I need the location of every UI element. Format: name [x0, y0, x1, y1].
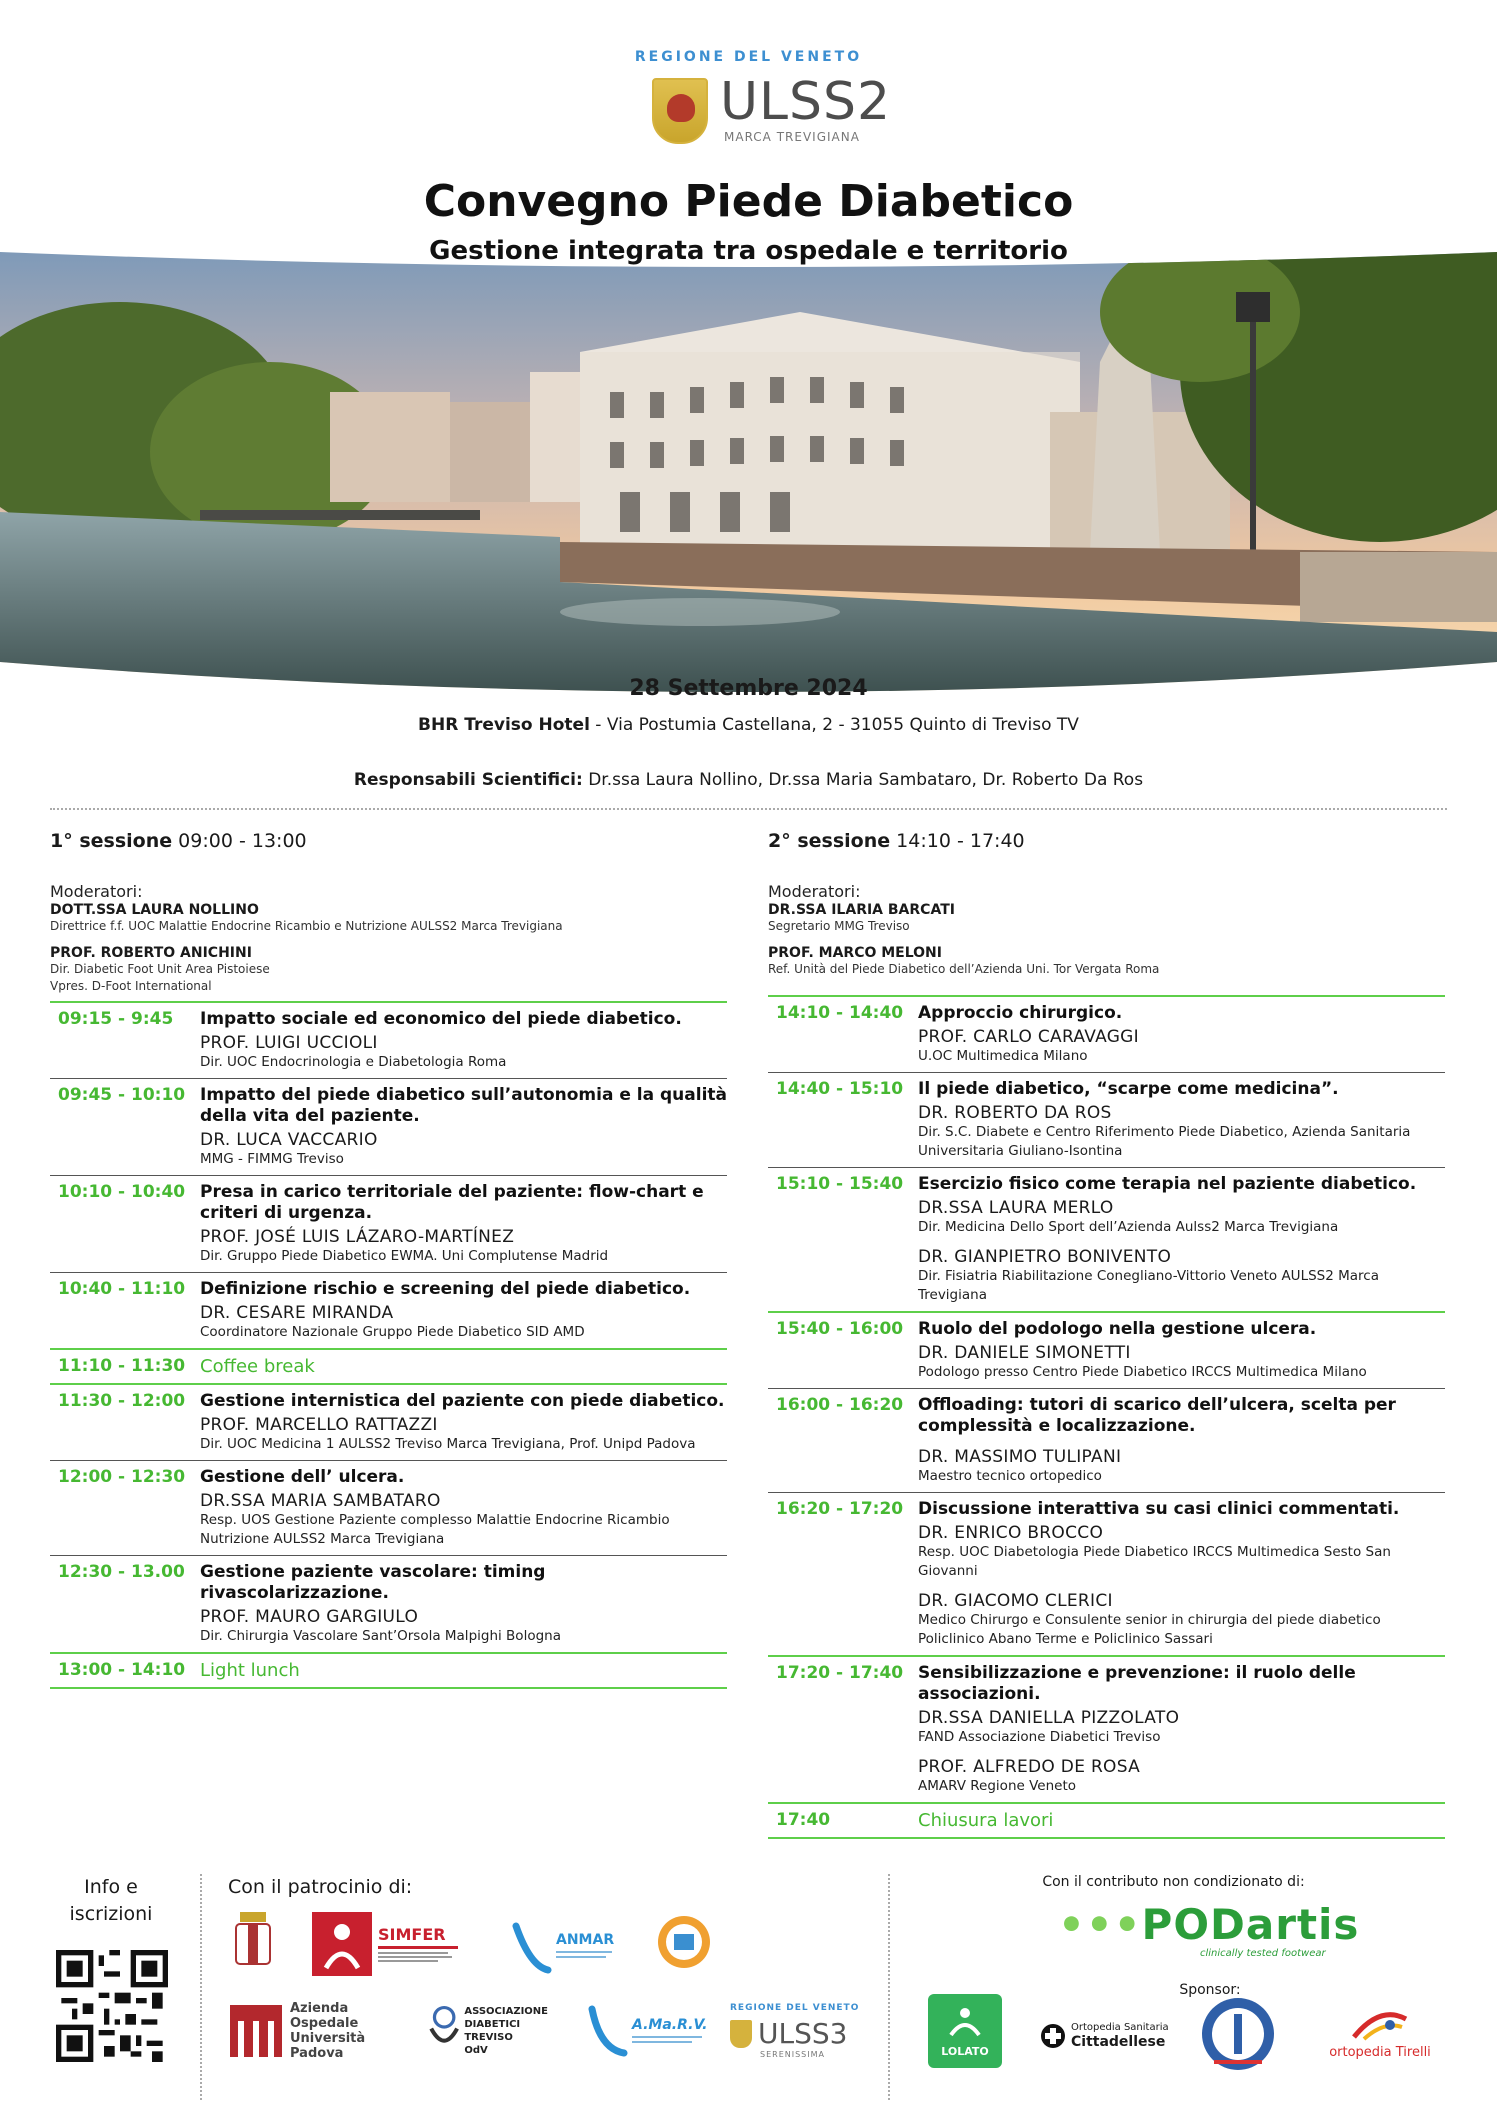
- talk-title: Gestione paziente vascolare: timing rivascolarizzazione.: [200, 1562, 546, 1603]
- slot-time: 14:10 - 14:40: [776, 1003, 904, 1023]
- speaker-name: DR.SSA DANIELLA PIZZOLATO: [918, 1708, 1180, 1728]
- sponsor-label: Sponsor:: [1179, 1982, 1241, 1998]
- contribution-label: Con il contributo non condizionato di:: [1042, 1874, 1305, 1890]
- moderator-name: DOTT.SSA LAURA NOLLINO: [50, 902, 259, 918]
- amarv-name: A.Ma.R.V.: [632, 2016, 708, 2033]
- speaker-name: DR. MASSIMO TULIPANI: [918, 1447, 1122, 1467]
- info-line: iscrizioni: [69, 1903, 153, 1925]
- hands-heart-icon: [428, 1998, 460, 2064]
- program-row: [50, 1176, 727, 1273]
- event-date: 28 Settembre 2024: [629, 676, 868, 701]
- logo-name: ULSS2: [720, 72, 892, 132]
- slot-time: 15:10 - 15:40: [776, 1174, 904, 1194]
- speaker-affiliation: AMARV Regione Veneto: [918, 1778, 1077, 1794]
- footer-divider: [888, 1874, 890, 2100]
- moderator-role: Vpres. D-Foot International: [50, 979, 212, 993]
- speaker-affiliation: Dir. S.C. Diabete e Centro Riferimento Piede Diabetico, Azienda Sanitaria Universitaria Giuliano-Isontina: [918, 1124, 1411, 1159]
- program-row: [50, 1079, 727, 1176]
- program-row: [50, 1003, 727, 1079]
- footprint-icon: •••: [1058, 1900, 1142, 1949]
- adt-line: OdV: [464, 2045, 488, 2056]
- slot-time: 09:15 - 9:45: [58, 1009, 174, 1029]
- session-1: [50, 830, 727, 1689]
- speaker-affiliation: U.OC Multimedica Milano: [918, 1048, 1088, 1064]
- speaker-name: DR.SSA LAURA MERLO: [918, 1198, 1114, 1218]
- lion-shield-icon: [652, 78, 708, 144]
- cittadellese-logo: [1040, 2016, 1180, 2056]
- moderators-label: Moderatori:: [50, 882, 143, 901]
- moderator-role: Dir. Diabetic Foot Unit Area Pistoiese: [50, 962, 270, 976]
- talk-title: Presa in carico territoriale del paziente: flow-chart e criteri di urgenza.: [200, 1182, 704, 1223]
- tirelli-swoosh-icon: [1350, 2009, 1410, 2043]
- podartis-logo: [1058, 1900, 1359, 1949]
- speaker-name: DR. DANIELE SIMONETTI: [918, 1343, 1131, 1363]
- cittadellese-name: Cittadellese: [1071, 2034, 1166, 2050]
- simfer-name: SIMFER: [378, 1924, 446, 1944]
- patronage-label: Con il patrocinio di:: [228, 1876, 413, 1898]
- ulss3-name: ULSS3: [758, 2017, 848, 2050]
- lolato-logo: [928, 1994, 1002, 2068]
- ulss3-logo: [730, 1998, 860, 2064]
- speaker-name: PROF. CARLO CARAVAGGI: [918, 1027, 1139, 1047]
- podartis-tagline: clinically tested footwear: [1200, 1948, 1326, 1959]
- footer-divider: [200, 1874, 202, 2100]
- speaker-affiliation: Dir. Medicina Dello Sport dell’Azienda Aulss2 Marca Trevigiana: [918, 1219, 1339, 1235]
- speaker-affiliation: Resp. UOC Diabetologia Piede Diabetico IRCCS Multimedica Sesto San Giovanni: [918, 1544, 1391, 1579]
- scientific-responsibles: [0, 770, 1497, 790]
- program-row: [768, 997, 1445, 1073]
- slot-time: 13:00 - 14:10: [58, 1660, 186, 1680]
- program-row: [768, 1313, 1445, 1389]
- simfer-logo: [312, 1910, 472, 1978]
- slot-time: 15:40 - 16:00: [776, 1319, 904, 1339]
- orthomedica-seal-icon: [1200, 1996, 1276, 2072]
- slot-time: 11:10 - 11:30: [58, 1356, 186, 1376]
- speaker-affiliation: Resp. UOS Gestione Paziente complesso Malattie Endocrine Ricambio Nutrizione AULSS2 Marca Trevigiana: [200, 1512, 670, 1547]
- session-2-label: 2° sessione: [768, 830, 891, 852]
- program-row: [768, 1073, 1445, 1168]
- page-header: [0, 0, 1497, 266]
- slot-time: 09:45 - 10:10: [58, 1085, 186, 1105]
- azienda-ospedale-padova-logo: [228, 1998, 388, 2064]
- page-subtitle: Gestione integrata tra ospedale e territorio: [429, 236, 1068, 266]
- talk-title: Il piede diabetico, “scarpe come medicina”.: [918, 1079, 1339, 1099]
- amarv-wave-icon: [586, 2001, 628, 2061]
- venue-name: BHR Treviso Hotel: [418, 715, 590, 735]
- session-1-program: [50, 1001, 727, 1689]
- ulss3-shield-icon: [730, 2020, 752, 2048]
- session-1-header: [50, 830, 727, 882]
- talk-title: Discussione interattiva su casi clinici commentati.: [918, 1499, 1400, 1519]
- page-title: Convegno Piede Diabetico: [423, 176, 1074, 227]
- talk-title: Impatto del piede diabetico sull’autonomia e la qualità della vita del paziente.: [200, 1085, 727, 1126]
- info-label: [50, 1874, 172, 1928]
- program-row: [768, 1493, 1445, 1657]
- cittadellese-cross-icon: [1040, 2023, 1066, 2049]
- aop-line: Azienda: [290, 2001, 349, 2016]
- logo-subtitle: MARCA TREVIGIANA: [724, 130, 860, 144]
- resp-names: Dr.ssa Laura Nollino, Dr.ssa Maria Sambataro, Dr. Roberto Da Ros: [582, 770, 1144, 790]
- ulss3-region: REGIONE DEL VENETO: [730, 2003, 860, 2013]
- slot-time: 12:30 - 13.00: [58, 1562, 185, 1582]
- aop-line: Ospedale: [290, 2016, 359, 2031]
- speaker-name: PROF. LUIGI UCCIOLI: [200, 1033, 378, 1053]
- program-row: [768, 1804, 1445, 1839]
- aop-line: Università: [290, 2031, 366, 2046]
- associazione-diabetici-treviso-logo: [428, 1996, 548, 2066]
- program-row: [50, 1350, 727, 1385]
- talk-title: Offloading: tutori di scarico dell’ulcera, scelta per complessità e localizzazione.: [918, 1395, 1396, 1436]
- ortopedia-tirelli-logo: [1320, 2004, 1440, 2064]
- break-label: Coffee break: [200, 1356, 315, 1377]
- speaker-name: DR. LUCA VACCARIO: [200, 1130, 378, 1150]
- session-2-program: [768, 995, 1445, 1839]
- talk-title: Impatto sociale ed economico del piede diabetico.: [200, 1009, 682, 1029]
- speaker-affiliation: Dir. Chirurgia Vascolare Sant’Orsola Malpighi Bologna: [200, 1628, 561, 1644]
- footer: [50, 1870, 1447, 2100]
- program-row: [50, 1461, 727, 1556]
- region-label: REGIONE DEL VENETO: [634, 49, 863, 65]
- cittadellese-sub: Ortopedia Sanitaria: [1071, 2022, 1169, 2033]
- slot-time: 14:40 - 15:10: [776, 1079, 904, 1099]
- program-row: [768, 1168, 1445, 1313]
- moderator-name: PROF. ROBERTO ANICHINI: [50, 945, 252, 961]
- aop-line: Padova: [290, 2046, 344, 2061]
- lolato-figure-icon: [945, 2005, 985, 2039]
- adt-line: ASSOCIAZIONE: [464, 2006, 548, 2017]
- program-row: [50, 1556, 727, 1654]
- speaker-name: PROF. ALFREDO DE ROSA: [918, 1757, 1141, 1777]
- speaker-affiliation: MMG - FIMMG Treviso: [200, 1151, 344, 1167]
- slot-time: 17:20 - 17:40: [776, 1663, 904, 1683]
- program-row: [768, 1657, 1445, 1804]
- moderator: [50, 945, 727, 995]
- ulss3-sub: SERENISSIMA: [760, 2050, 825, 2059]
- talk-title: Gestione internistica del paziente con piede diabetico.: [200, 1391, 725, 1411]
- simfer-mark-icon: [312, 1912, 372, 1976]
- talk-title: Approccio chirurgico.: [918, 1003, 1123, 1023]
- program-row: [50, 1385, 727, 1461]
- resp-label: Responsabili Scientifici:: [353, 770, 583, 790]
- session-2: [768, 830, 1445, 1839]
- slot-time: 11:30 - 12:00: [58, 1391, 186, 1411]
- session-2-header: [768, 830, 1445, 882]
- moderator-role: Direttrice f.f. UOC Malattie Endocrine Ricambio e Nutrizione AULSS2 Marca Trevigiana: [50, 919, 563, 933]
- speaker-affiliation: Podologo presso Centro Piede Diabetico IRCCS Multimedica Milano: [918, 1364, 1367, 1380]
- anmar-logo: [512, 1914, 632, 1978]
- program-row: [50, 1273, 727, 1350]
- break-label: Chiusura lavori: [918, 1810, 1054, 1831]
- speaker-name: PROF. MARCELLO RATTAZZI: [200, 1415, 438, 1435]
- break-label: Light lunch: [200, 1660, 300, 1681]
- talk-title: Sensibilizzazione e prevenzione: il ruolo delle associazioni.: [918, 1663, 1356, 1704]
- moderator: [768, 945, 1445, 978]
- speaker-affiliation: Dir. Fisiatria Riabilitazione Conegliano-Vittorio Veneto AULSS2 Marca Trevigiana: [918, 1268, 1379, 1303]
- speaker-name: DR. CESARE MIRANDA: [200, 1303, 394, 1323]
- moderators-label: Moderatori:: [768, 882, 861, 901]
- program-row: [768, 1389, 1445, 1493]
- moderator: [50, 902, 727, 935]
- speaker-name: PROF. JOSÉ LUIS LÁZARO-MARTÍNEZ: [200, 1227, 515, 1247]
- slot-time: 10:40 - 11:10: [58, 1279, 186, 1299]
- slot-time: 16:20 - 17:20: [776, 1499, 904, 1519]
- adt-line: DIABETICI: [464, 2019, 521, 2030]
- speaker-affiliation: Dir. UOC Medicina 1 AULSS2 Treviso Marca Trevigiana, Prof. Unipd Padova: [200, 1436, 696, 1452]
- talk-title: Ruolo del podologo nella gestione ulcera.: [918, 1319, 1317, 1339]
- moderator-role: Ref. Unità del Piede Diabetico dell’Azienda Uni. Tor Vergata Roma: [768, 962, 1160, 976]
- qr-code-icon[interactable]: [56, 1950, 168, 2062]
- association-round-seal-icon: [656, 1910, 712, 1974]
- speaker-affiliation: Medico Chirurgo e Consulente senior in chirurgia del piede diabetico Policlinico Abano Terme e Policlinico Sassari: [918, 1612, 1381, 1647]
- speaker-affiliation: Maestro tecnico ortopedico: [918, 1468, 1102, 1484]
- talk-title: Definizione rischio e screening del piede diabetico.: [200, 1279, 691, 1299]
- amarv-logo: [586, 1998, 716, 2064]
- divider: [50, 808, 1447, 810]
- podartis-name: PODartis: [1141, 1900, 1360, 1949]
- talk-title: Esercizio fisico come terapia nel paziente diabetico.: [918, 1174, 1417, 1194]
- tirelli-name: ortopedia Tirelli: [1329, 2044, 1431, 2060]
- speaker-affiliation: FAND Associazione Diabetici Treviso: [918, 1729, 1161, 1745]
- slot-time: 16:00 - 16:20: [776, 1395, 904, 1415]
- moderator: [768, 902, 1445, 935]
- lolato-name: LOLATO: [941, 2044, 989, 2058]
- moderator-role: Segretario MMG Treviso: [768, 919, 910, 933]
- moderator-name: DR.SSA ILARIA BARCATI: [768, 902, 955, 918]
- session-1-label: 1° sessione: [50, 830, 173, 852]
- treviso-coat-of-arms-icon: [228, 1910, 278, 1978]
- slot-time: 10:10 - 10:40: [58, 1182, 186, 1202]
- speaker-name: PROF. MAURO GARGIULO: [200, 1607, 419, 1627]
- speaker-affiliation: Dir. Gruppo Piede Diabetico EWMA. Uni Complutense Madrid: [200, 1248, 609, 1264]
- speaker-name: DR. GIACOMO CLERICI: [918, 1591, 1113, 1611]
- slot-time: 12:00 - 12:30: [58, 1467, 186, 1487]
- anmar-wave-icon: [512, 1916, 552, 1976]
- program-row: [50, 1654, 727, 1689]
- speaker-name: DR. ROBERTO DA ROS: [918, 1103, 1112, 1123]
- slot-time: 17:40: [776, 1810, 831, 1830]
- speaker-name: DR. GIANPIETRO BONIVENTO: [918, 1247, 1172, 1267]
- speaker-name: DR. ENRICO BROCCO: [918, 1523, 1104, 1543]
- moderator-name: PROF. MARCO MELONI: [768, 945, 942, 961]
- event-venue: [0, 715, 1497, 735]
- ulss2-logo: [652, 68, 892, 150]
- speaker-name: DR.SSA MARIA SAMBATARO: [200, 1491, 441, 1511]
- speaker-affiliation: Dir. UOC Endocrinologia e Diabetologia Roma: [200, 1054, 507, 1070]
- treviso-canal-photo: [0, 252, 1497, 692]
- adt-line: TREVISO: [464, 2032, 513, 2043]
- session-1-time: 09:00 - 13:00: [172, 830, 307, 852]
- speaker-affiliation: Coordinatore Nazionale Gruppo Piede Diabetico SID AMD: [200, 1324, 585, 1340]
- venue-address: - Via Postumia Castellana, 2 - 31055 Quinto di Treviso TV: [589, 715, 1079, 735]
- session-2-time: 14:10 - 17:40: [890, 830, 1025, 852]
- anmar-name: ANMAR: [556, 1931, 615, 1948]
- talk-title: Gestione dell’ ulcera.: [200, 1467, 405, 1487]
- info-line: Info e: [84, 1876, 138, 1898]
- padova-hospital-mark-icon: [228, 2003, 284, 2059]
